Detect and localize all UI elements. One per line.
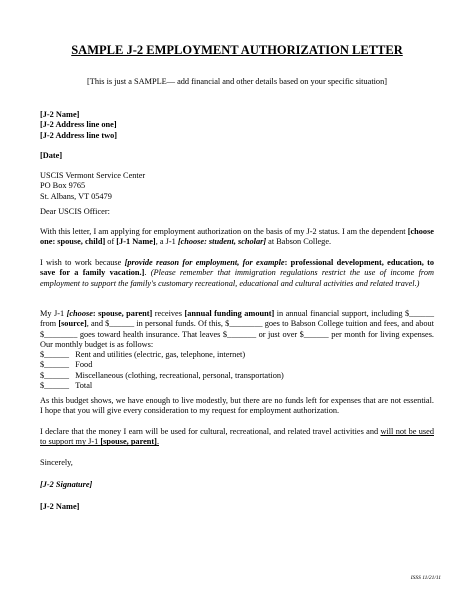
- budget-row: [40, 371, 434, 381]
- sender-address-1: [J-2 Address line one]: [40, 120, 117, 130]
- budget-blank: $______: [40, 350, 70, 359]
- p2-text-2: .: [144, 268, 151, 278]
- p2-reminder: (Please remember that immigration regulations restrict the use of income from employment to support the family's customary recreational, educational and cultural activities and related travel.): [40, 268, 434, 288]
- budget-item: Rent and utilities (electric, gas, telephone, internet): [75, 350, 246, 359]
- p2-text-1: I wish to work because: [40, 258, 125, 267]
- p5-underlined-1: will not be used to support my J-1: [40, 427, 434, 447]
- budget-blank: $______: [40, 370, 70, 380]
- recipient-block: [40, 171, 434, 202]
- budget-blank: $______: [40, 360, 70, 370]
- p2-reason-examples: : professional development, education, to save for a family vacation.]: [40, 258, 434, 278]
- budget-row: [40, 360, 434, 370]
- p3-text-3: in annual financial support, including $______ from: [40, 309, 434, 329]
- p5-relation-choice: [spouse, parent]: [100, 437, 157, 447]
- page-title: SAMPLE J-2 EMPLOYMENT AUTHORIZATION LETTER: [71, 43, 403, 57]
- p3-choose-label: [choose: [66, 309, 93, 318]
- budget-row: [40, 381, 434, 391]
- subtitle: [This is just a SAMPLE— add financial and other details based on your specific situation]: [86, 77, 387, 86]
- paragraph-2: [40, 258, 434, 289]
- paragraph-5: [40, 427, 434, 448]
- budget-item: Miscellaneous (clothing, recreational, personal, transportation): [75, 370, 284, 380]
- letter-date: [Date]: [40, 151, 63, 160]
- sender-name: [J-2 Name]: [40, 110, 80, 119]
- budget-row: [40, 350, 434, 360]
- recipient-line-3: St. Albans, VT 05479: [40, 191, 112, 201]
- p3-text-1: My J-1: [40, 309, 67, 318]
- footer-stamp: ISSS 11/21/11: [410, 575, 441, 581]
- p1-text-2: of: [105, 237, 117, 247]
- paragraph-3: [40, 309, 434, 350]
- signature: [J-2 Signature]: [40, 480, 93, 489]
- p5-underlined-2: .: [156, 437, 160, 447]
- p3-choose-options: : spouse, parent]: [92, 309, 153, 318]
- p1-j1-name: [J-1 Name]: [116, 237, 156, 247]
- salutation: Dear USCIS Officer:: [40, 207, 110, 216]
- budget-list: [40, 350, 434, 391]
- recipient-line-1: USCIS Vermont Service Center: [40, 171, 146, 180]
- budget-blank: $______: [40, 380, 70, 390]
- paragraph-4: As this budget shows, we have enough to live modestly, but there are no funds left for expenses that are not essential. I hope that you will give every consideration to my request for employment authorization.: [40, 396, 434, 416]
- signed-name: [J-2 Name]: [40, 502, 80, 511]
- p5-text-1: I declare that the money I earn will be used for cultural, recreational, and related travel activities and: [40, 427, 381, 436]
- sender-address-2: [J-2 Address line two]: [40, 130, 118, 140]
- p1-text-4: at Babson College.: [266, 237, 332, 247]
- budget-item: Food: [75, 360, 93, 370]
- sender-block: [40, 110, 434, 141]
- closing: Sincerely,: [40, 458, 73, 467]
- p3-source: [source]: [58, 319, 87, 329]
- p2-reason-label: [provide reason for employment, for example: [124, 258, 285, 267]
- paragraph-1: [40, 227, 434, 248]
- p3-text-4: , and $______ in personal funds. Of this, $________ goes to Babson College tuition and fees, and about $________ goes toward health insurance. That leaves $_______ or just over $______ per month for living expenses. Our monthly budget is as follows:: [40, 319, 434, 349]
- p3-funding-amount: [annual funding amount]: [184, 309, 275, 318]
- p1-text-3: , a J-1: [155, 237, 178, 247]
- recipient-line-2: PO Box 9765: [40, 181, 86, 191]
- p3-text-2: receives: [152, 309, 185, 318]
- p1-choice-relation: [choose one: spouse, child]: [40, 227, 434, 247]
- p1-choice-status: [choose: student, scholar]: [177, 237, 267, 247]
- budget-item: Total: [75, 380, 93, 390]
- p1-text-1: With this letter, I am applying for employment authorization on the basis of my J-2 status. I am the dependent: [40, 227, 408, 236]
